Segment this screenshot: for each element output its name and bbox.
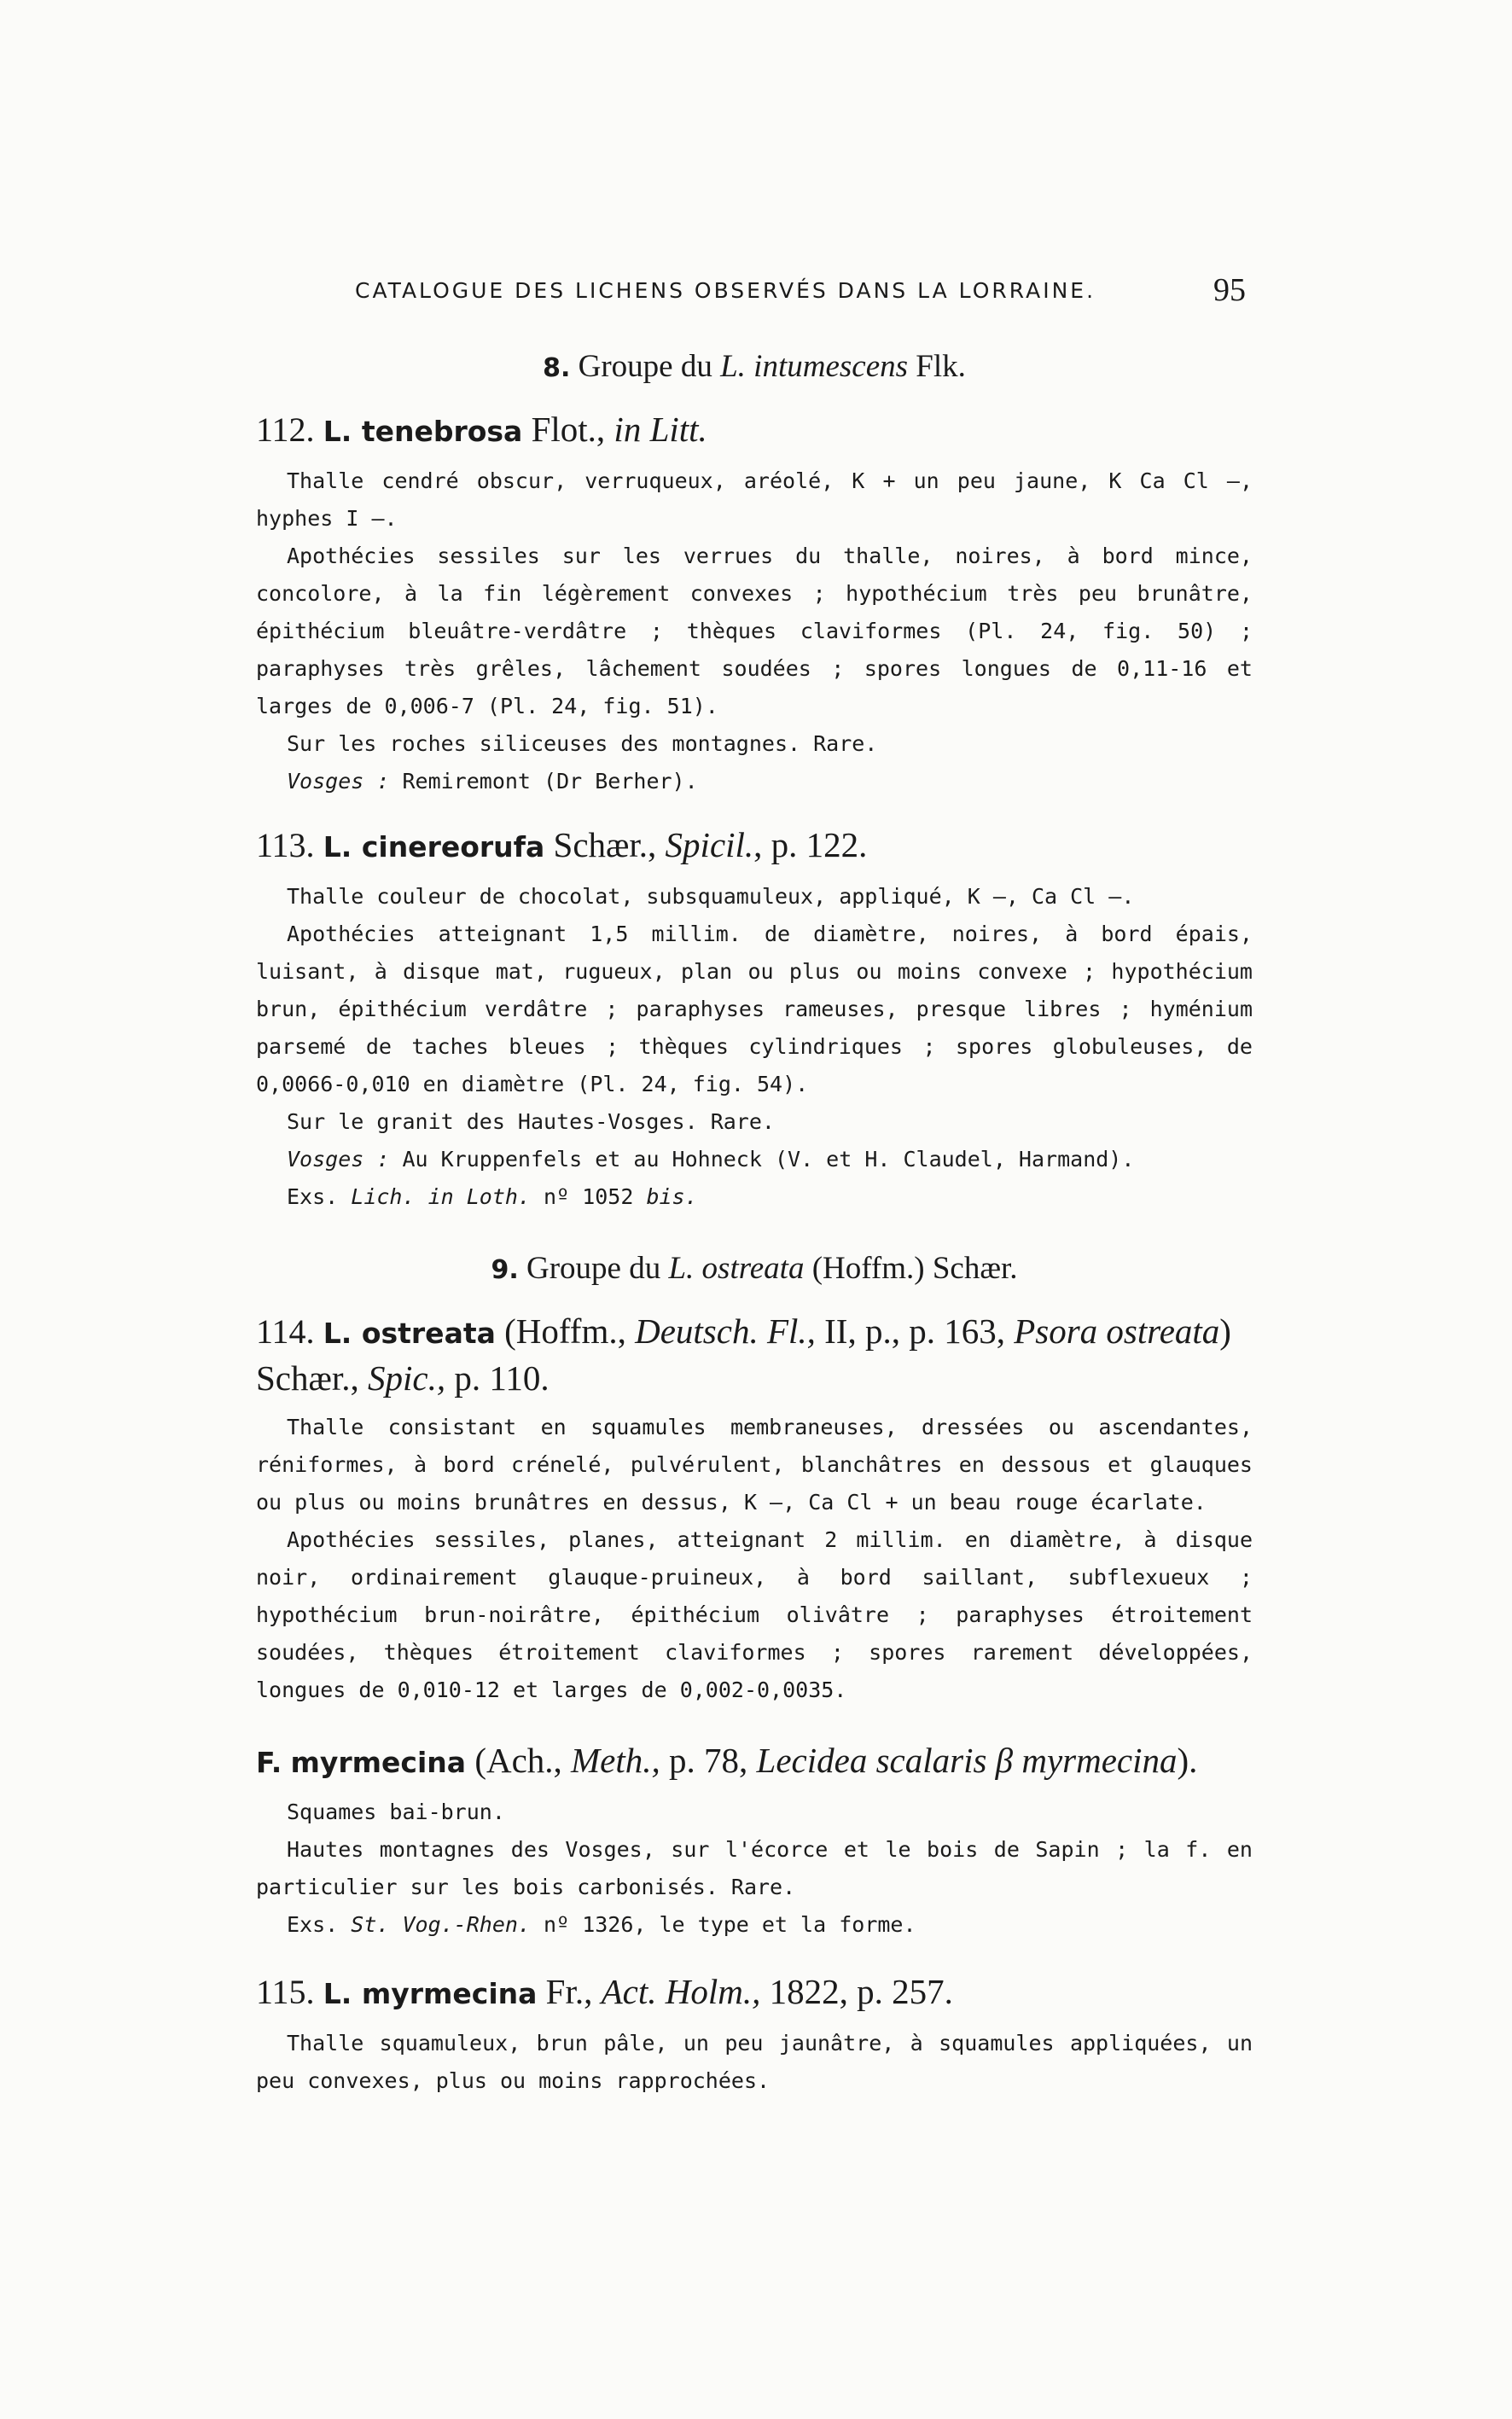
entry-reference-page: , p. 122.: [753, 825, 868, 864]
entry-reference: Meth.,: [571, 1741, 660, 1780]
paragraph: Thalle consistant en squamules membraneuses, dressées ou ascendantes, réniformes, à bord crénelé, pulvérulent, blanchâtres en dessous et glauques ou plus ou moins brunâtres en dessus, K —, Ca Cl + un beau rouge écarlate.: [256, 1415, 1253, 1515]
entry-reference: Deutsch. Fl.,: [635, 1311, 816, 1351]
running-title: CATALOGUE DES LICHENS OBSERVÉS DANS LA LORRAINE.: [355, 278, 1096, 303]
entry-author: Fr.,: [537, 1972, 602, 2011]
entry-reference-page: p. 78,: [660, 1741, 757, 1780]
entry-number: 115.: [256, 1973, 315, 2011]
group-heading-8: [256, 348, 1253, 385]
entry-number: 114.: [256, 1312, 315, 1351]
locality-label: Vosges :: [287, 769, 390, 794]
entry-name: L. cinereorufa: [323, 830, 545, 864]
entry-reference-page-2: p. 110.: [445, 1358, 550, 1398]
group-number: 8.: [543, 353, 571, 383]
entry-reference-2: Spic.,: [368, 1358, 446, 1398]
group-number: 9.: [491, 1255, 519, 1285]
entry-reference-page: II, p., p. 163,: [815, 1311, 1015, 1351]
entry-author: (Hoffm.,: [495, 1311, 636, 1351]
paragraph: [256, 763, 1253, 800]
paragraph: Sur le granit des Hautes-Vosges. Rare.: [287, 1109, 775, 1134]
exsiccata-label: Exs.: [287, 1912, 352, 1937]
entry-heading-115: [256, 1969, 1253, 2016]
group-heading-9: [256, 1250, 1253, 1287]
entry-reference-page: 1822, p. 257.: [760, 1972, 953, 2011]
exsiccata-number: nº 1052: [530, 1184, 647, 1209]
group-taxon: L. intumescens: [720, 349, 909, 384]
entry-name: L. tenebrosa: [323, 415, 523, 448]
paragraph: Hautes montagnes des Vosges, sur l'écorce et le bois de Sapin ; la f. en particulier sur les bois carbonisés. Rare.: [256, 1837, 1253, 1899]
paragraph: [256, 1178, 1253, 1216]
entry-heading-f-myrmecina: [256, 1738, 1253, 1785]
entry-reference: Act. Holm.,: [601, 1972, 761, 2011]
locality-text: Remiremont (Dr Berher).: [389, 769, 698, 794]
group-text: Groupe du: [578, 349, 721, 384]
entry-reference: Spicil.: [665, 825, 754, 864]
page-number: 95: [1213, 272, 1246, 308]
exsiccata-bis: bis.: [646, 1184, 698, 1209]
entry-name: L. ostreata: [323, 1317, 496, 1350]
entry-heading-112: [256, 407, 1253, 454]
entry-name: L. myrmecina: [323, 1977, 538, 2010]
group-author: (Hoffm.) Schær.: [804, 1251, 1018, 1286]
exsiccata-ref: Lich. in Loth.: [351, 1184, 531, 1209]
locality-text: Au Kruppenfels et au Hohneck (V. et H. Claudel, Harmand).: [389, 1147, 1135, 1172]
paragraph: Thalle cendré obscur, verruqueux, aréolé, K + un peu jaune, K Ca Cl —, hyphes I —.: [256, 468, 1253, 531]
paragraph: Sur les roches siliceuses des montagnes. Rare.: [287, 731, 878, 756]
entry-synonym: Lecidea scalaris β myrmecina: [756, 1741, 1178, 1780]
document-page: [256, 0, 1253, 2100]
paragraph: Apothécies atteignant 1,5 millim. de diamètre, noires, à bord épais, luisant, à disque mat, rugueux, plan ou plus ou moins convexe ; hypothécium brun, épithécium verdâtre ; paraphyses rameuses, presque libres ; hyménium parsemé de taches bleues ; thèques cylindriques ; spores globuleuses, de 0,0066-0,010 en diamètre (Pl. 24, fig. 54).: [256, 922, 1253, 1096]
exsiccata-label: Exs.: [287, 1184, 352, 1209]
entry-synonym: Psora ostreata: [1014, 1311, 1220, 1351]
exsiccata-text: nº 1326, le type et la forme.: [530, 1912, 916, 1937]
paragraph: Thalle squamuleux, brun pâle, un peu jaunâtre, à squamules appliquées, un peu convexes, plus ou moins rapprochées.: [256, 2031, 1253, 2093]
group-text: Groupe du: [526, 1251, 669, 1286]
paragraph: Apothécies sessiles sur les verrues du thalle, noires, à bord mince, concolore, à la fin légèrement convexes ; hypothécium très peu brunâtre, épithécium bleuâtre-verdâtre ; thèques claviformes (Pl. 24, fig. 50) ; paraphyses très grêles, lâchement soudées ; spores longues de 0,11-16 et larges de 0,006-7 (Pl. 24, fig. 51).: [256, 544, 1253, 718]
paragraph: Squames bai-brun.: [287, 1800, 505, 1824]
entry-heading-113: [256, 823, 1253, 869]
entry-end: ).: [1177, 1741, 1198, 1780]
entry-author: Schær.,: [544, 825, 666, 864]
group-taxon: L. ostreata: [668, 1251, 805, 1286]
paragraph: [256, 1906, 1253, 1944]
entry-heading-114: [256, 1309, 1253, 1400]
group-author: Flk.: [908, 349, 966, 384]
exsiccata-ref: St. Vog.-Rhen.: [351, 1912, 531, 1937]
paragraph: [256, 1141, 1253, 1178]
locality-label: Vosges :: [287, 1147, 390, 1172]
entry-reference: in Litt.: [614, 410, 707, 449]
entry-author: Flot.,: [522, 410, 614, 449]
entry-author-2: ) Schær.,: [256, 1311, 1231, 1398]
paragraph: Thalle couleur de chocolat, subsquamuleux, appliqué, K —, Ca Cl —.: [287, 884, 1135, 909]
entry-number: 112.: [256, 410, 315, 449]
paragraph: Apothécies sessiles, planes, atteignant 2 millim. en diamètre, à disque noir, ordinairement glauque-pruineux, à bord saillant, subflexueux ; hypothécium brun-noirâtre, épithécium olivâtre ; paraphyses étroitement soudées, thèques étroitement claviformes ; spores rarement développées, longues de 0,010-12 et larges de 0,002-0,0035.: [256, 1527, 1253, 1702]
running-head: [256, 271, 1253, 323]
entry-author: (Ach.,: [466, 1741, 572, 1780]
entry-number: 113.: [256, 826, 315, 864]
entry-name: myrmecina: [290, 1746, 467, 1779]
form-label: F.: [256, 1746, 282, 1779]
